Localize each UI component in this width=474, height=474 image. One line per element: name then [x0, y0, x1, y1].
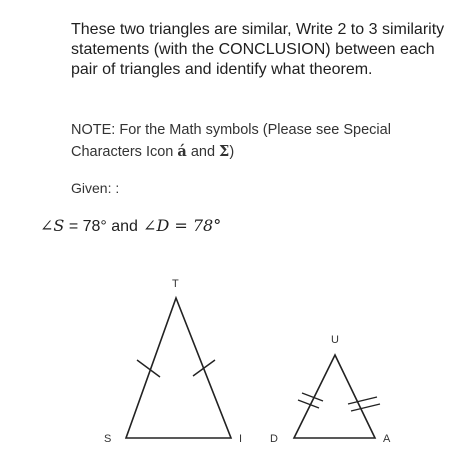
double-tick-ua-1: [348, 397, 377, 404]
note-prefix: NOTE: For the Math symbols (Please see Special Characters Icon: [71, 122, 391, 160]
angle-s: ∠S: [40, 216, 65, 235]
vertex-d: D: [270, 433, 278, 445]
and-word: and: [111, 218, 138, 235]
triangle-dua: [294, 355, 375, 438]
tick-mark-ti: [193, 360, 215, 376]
vertex-t: T: [172, 278, 179, 290]
triangle-sti: [126, 298, 231, 438]
angle-s-value: = 78°: [64, 218, 112, 235]
note-suffix: ): [229, 144, 235, 160]
double-tick-du-1: [298, 400, 319, 408]
sigma-symbol: Σ: [219, 143, 230, 160]
angle-d-value: = 78°: [169, 216, 222, 235]
note-middle: and: [186, 144, 220, 160]
given-label: Given: :: [71, 180, 120, 196]
accent-symbol: á: [177, 143, 187, 160]
question-text: These two triangles are similar, Write 2 to 3 similarity statements (with the CONCLUSION) between each pair of triangles and identify what theorem.: [71, 21, 445, 78]
vertex-a: A: [383, 433, 391, 445]
angle-d: ∠D: [137, 216, 170, 235]
vertex-s: S: [104, 433, 112, 445]
vertex-u: U: [331, 334, 339, 346]
double-tick-ua-2: [351, 404, 380, 411]
vertex-i: I: [239, 433, 243, 445]
